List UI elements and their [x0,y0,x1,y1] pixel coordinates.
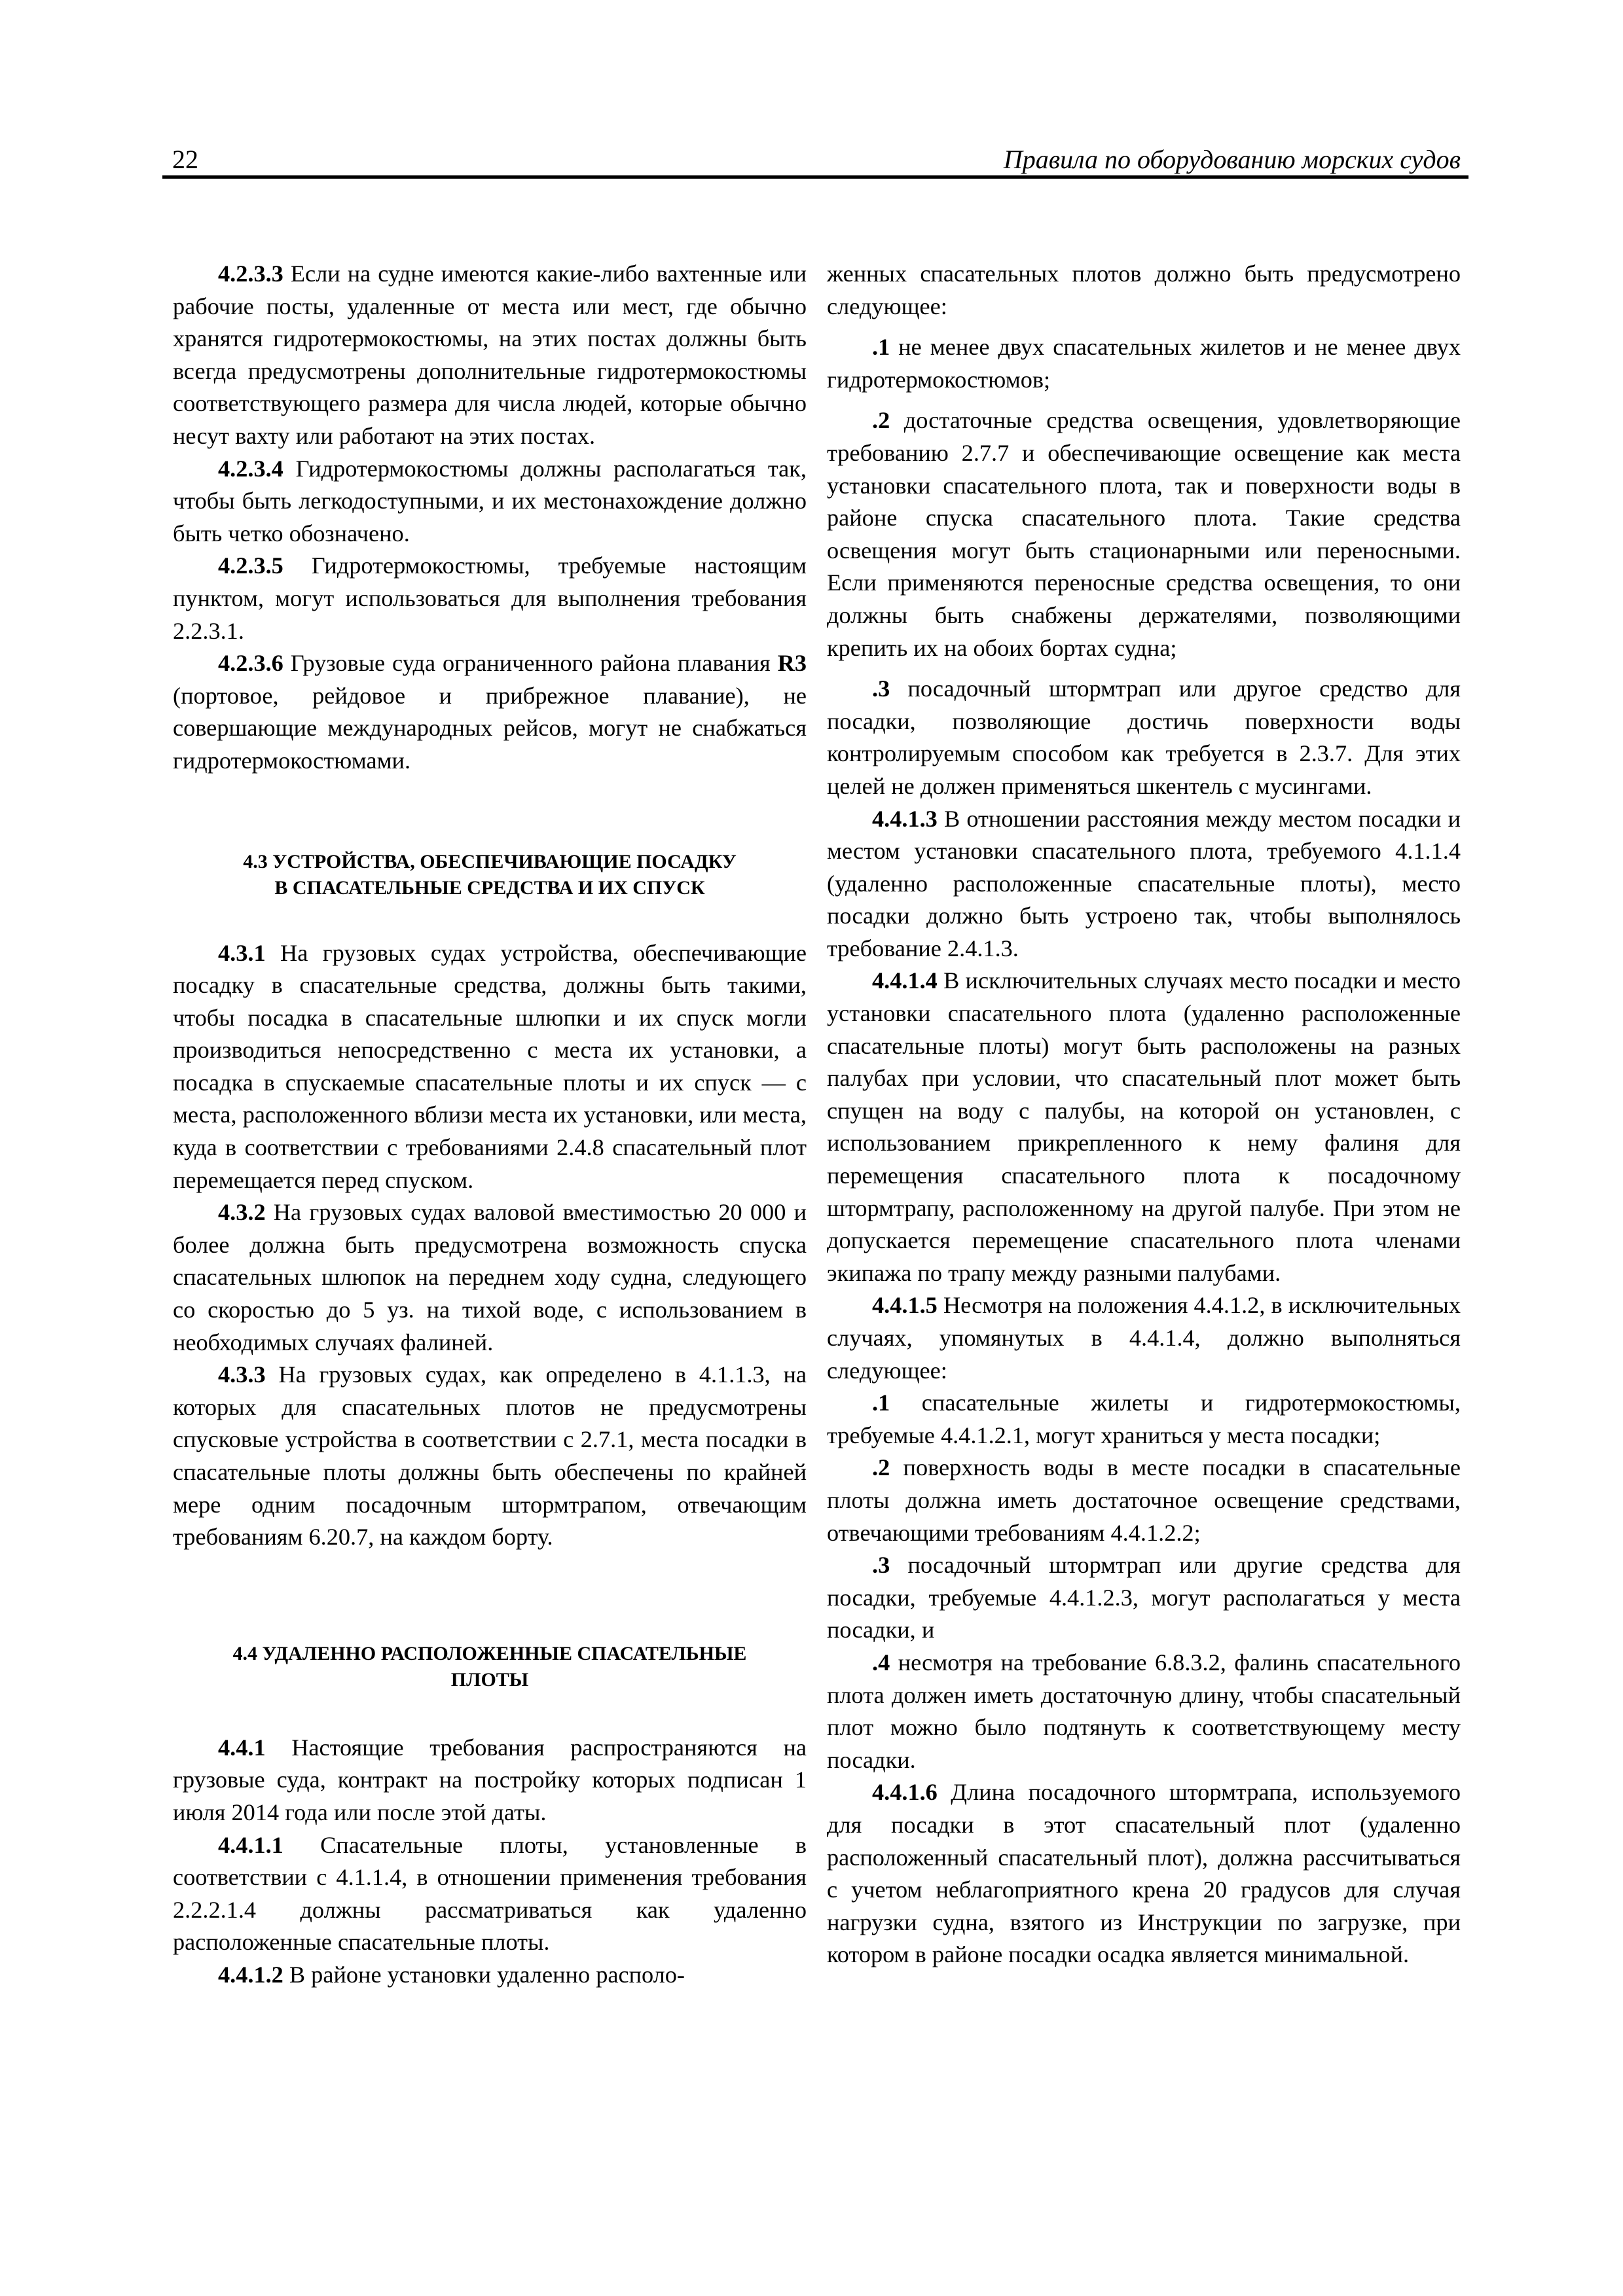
clause-number: 4.2.3.5 [218,552,283,579]
list-item-3 [827,673,1461,802]
page-number: 22 [172,145,198,174]
area-code: R3 [777,650,807,677]
heading-line: 4.3 УСТРОЙСТВА, ОБЕСПЕЧИВАЮЩИЕ ПОСАДКУ [243,850,737,872]
paragraph-4-4-1-4 [827,965,1461,1289]
heading-line: В СПАСАТЕЛЬНЫЕ СРЕДСТВА И ИХ СПУСК [274,876,705,899]
paragraph-text: В отношении расстояния между местом посадки и местом установки спасательного плота, требуемого 4.1.1.4 (удаленно расположенные спасательные плоты), место посадки должно быть устроено так, чтобы выполнялось требование 2.4.1.3. [827,805,1461,961]
paragraph-4-4-1-2 [173,1959,807,1992]
clause-number: 4.4.1.3 [872,805,938,832]
clause-number: 4.3.1 [218,939,266,966]
paragraph-text: достаточные средства освещения, удовлетворяющие требованию 2.7.7 и обеспечивающие освещение как места установки спасательного плота, так и поверхности воды в районе спуска спасательного плота. Такие средства освещения могут быть стационарными или переносными. Если применяются переносные средства освещения, то они должны быть снабжены держателями, позволяющими крепить их на обоих бортах судна; [827,407,1461,661]
item-number: .2 [872,407,890,434]
header-rule [162,175,1468,179]
list-item-2 [827,404,1461,664]
paragraph-text: Гидротермокостюмы должны располагаться так, чтобы быть легкодоступными, и их местонахождение должно быть четко обозначено. [173,455,807,547]
list-item-1 [827,331,1461,396]
item-number: .2 [872,1454,890,1481]
paragraph-text: Несмотря на положения 4.4.1.2, в исключительных случаях, упомянутых в 4.4.1.4, должно выполняться следующее: [827,1292,1461,1384]
right-column [827,258,1461,1971]
paragraph-text: спасательные жилеты и гидротермокостюмы, требуемые 4.4.1.2.1, могут храниться у места посадки; [827,1390,1461,1448]
paragraph-4-2-3-4 [173,453,807,550]
clause-number: 4.4.1.4 [872,967,938,994]
left-column [173,258,807,1992]
paragraph-text: На грузовых судах валовой вместимостью 20 000 и более должна быть предусмотрена возможность спуска спасательных шлюпок на переднем ходу судна, следующего со скоростью до 5 уз. на тихой воде, с использованием в необходимых случаях фалиней. [173,1199,807,1355]
paragraph-text: Спасательные плоты, установленные в соответствии с 4.1.1.4, в отношении применения требования 2.2.2.1.4 должны рассматриваться как удаленно расположенные спасательные плоты. [173,1831,807,1956]
paragraph-4-2-3-3 [173,258,807,453]
running-title: Правила по оборудованию морских судов [1003,145,1461,174]
clause-number: 4.2.3.3 [218,260,283,287]
clause-number: 4.2.3.4 [218,455,283,482]
paragraph-4-3-3 [173,1359,807,1554]
paragraph-text: посадочный штормтрап или другое средство для посадки, позволяющие достичь поверхности воды контролируемым способом как требуется в 2.3.7. Для этих целей не должен применяться шкентель с мусингами. [827,675,1461,799]
paragraph-text: несмотря на требование 6.8.3.2, фалинь спасательного плота должен иметь достаточную длину, чтобы спасательный плот можно было подтянуть к соответствующему месту посадки. [827,1649,1461,1773]
paragraph-4-4-1-1 [173,1829,807,1959]
item-number: .3 [872,675,890,702]
paragraph-text: На грузовых судах устройства, обеспечивающие посадку в спасательные средства, должны быть такими, чтобы посадка в спасательные шлюпки и их спуск могли производиться непосредственно с места их установки, а посадка в спускаемые спасательные плоты и их спуск — с места, расположенного вблизи места их установки, или места, куда в соответствии с требованиями 2.4.8 спасательный плот перемещается перед спуском. [173,939,807,1193]
heading-line: 4.4 УДАЛЕННО РАСПОЛОЖЕННЫЕ СПАСАТЕЛЬНЫЕ [232,1642,747,1664]
paragraph-4-2-3-5 [173,550,807,647]
paragraph-text: Грузовые суда ограниченного района плавания [283,650,778,677]
item-number: .4 [872,1649,890,1676]
paragraph-4-3-2 [173,1196,807,1359]
list-item-1 [827,1387,1461,1452]
clause-number: 4.3.2 [218,1199,266,1226]
item-number: .1 [872,1390,890,1416]
item-number: .3 [872,1552,890,1579]
list-item-3 [827,1549,1461,1647]
paragraph-text: (портовое, рейдовое и прибрежное плавание), не совершающие международных рейсов, могут не снабжаться гидротермокостюмами. [173,682,807,774]
paragraph-text: Если на судне имеются какие-либо вахтенные или рабочие посты, удаленные от места или мест, где обычно хранятся гидротермокостюмы, на этих постах должны быть всегда предусмотрены дополнительные гидротермокостюмы соответствующего размера для числа людей, которые обычно несут вахту или работают на этих постах. [173,260,807,449]
section-heading-4-3 [173,849,807,901]
paragraph-4-3-1 [173,937,807,1197]
paragraph-4-4-1-5 [827,1289,1461,1387]
paragraph-text: В исключительных случаях место посадки и место установки спасательного плота (удаленно расположенные спасательные плоты) могут быть расположены на разных палубах при условии, что спасательный плот может быть спущен на воду с палубы, на которой он установлен, с использованием прикрепленного к нему фалиня для перемещения спасательного плота к посадочному штормтрапу, расположенному на другой палубе. При этом не допускается перемещение спасательного плота членами экипажа по трапу между разными палубами. [827,967,1461,1286]
paragraph-text: На грузовых судах, как определено в 4.1.1.3, на которых для спасательных плотов не предусмотрены спусковые устройства в соответствии с 2.7.1, места посадки в спасательные плоты должны быть обеспечены по крайней мере одним посадочным штормтрапом, отвечающим требованиям 6.20.7, на каждом борту. [173,1361,807,1551]
paragraph-text: не менее двух спасательных жилетов и не менее двух гидротермокостюмов; [827,334,1461,393]
clause-number: 4.4.1 [218,1734,266,1761]
paragraph-4-4-1-3 [827,803,1461,965]
list-item-2 [827,1452,1461,1549]
paragraph-4-4-1 [173,1732,807,1829]
paragraph-text: Длина посадочного штормтрапа, используемого для посадки в этот спасательный плот (удаленно расположенный спасательный плот), должна рассчитываться с учетом неблагоприятного крена 20 градусов для случая нагрузки судна, взятого из Инструкции по загрузке, при котором в районе посадки осадка является минимальной. [827,1779,1461,1968]
section-heading-4-4 [173,1641,807,1693]
paragraph-text: Гидротермокостюмы, требуемые настоящим пунктом, могут использоваться для выполнения требования 2.2.3.1. [173,552,807,644]
clause-number: 4.4.1.1 [218,1831,283,1858]
paragraph-4-4-1-6 [827,1776,1461,1971]
paragraph-4-2-3-6 [173,647,807,777]
clause-number: 4.4.1.2 [218,1961,283,1988]
clause-number: 4.3.3 [218,1361,266,1388]
paragraph-text: Настоящие требования распространяются на грузовые суда, контракт на постройку которых подписан 1 июля 2014 года или после этой даты. [173,1734,807,1825]
paragraph-text: В районе установки удаленно располо- [283,1961,685,1988]
heading-line: ПЛОТЫ [450,1668,529,1691]
clause-number: 4.4.1.5 [872,1292,938,1319]
clause-number: 4.2.3.6 [218,650,283,677]
paragraph-text: женных спасательных плотов должно быть предусмотрено следующее: [827,260,1461,319]
paragraph-continuation [827,258,1461,323]
list-item-4 [827,1647,1461,1776]
paragraph-text: поверхность воды в месте посадки в спасательные плоты должна иметь достаточное освещение средствами, отвечающими требованиям 4.4.1.2.2; [827,1454,1461,1546]
clause-number: 4.4.1.6 [872,1779,938,1806]
item-number: .1 [872,334,890,361]
paragraph-text: посадочный штормтрап или другие средства для посадки, требуемые 4.4.1.2.3, могут располагаться у места посадки, и [827,1552,1461,1643]
